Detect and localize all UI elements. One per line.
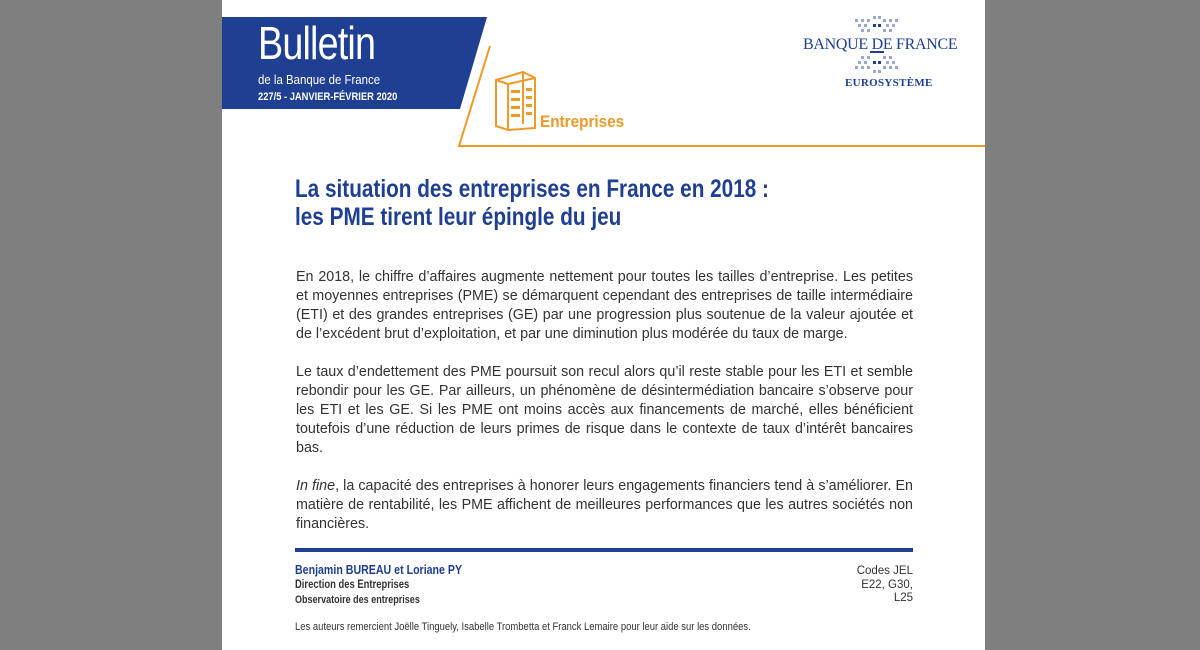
jel-codes — [793, 565, 913, 606]
banque-de-france-logo[interactable] — [797, 16, 957, 96]
paragraph-3-text: , la capacité des entreprises à honorer leurs engagements financiers tend à s’améliorer. En matière de rentabilité, les PME affichent de meilleures performances que les autres sociétés non financières. — [296, 478, 914, 532]
jel-codes-label: Codes JEL — [856, 565, 913, 577]
article-title — [295, 175, 769, 231]
article-title-line-1: La situation des entreprises en France en 2018 : — [295, 175, 769, 203]
abstract-paragraph-3 — [296, 477, 913, 534]
acknowledgements: Les auteurs remercient Joëlle Tinguely, Isabelle Trombetta et Franck Lemaire pour leur aide sur les données. — [295, 621, 751, 633]
bulletin-subtitle: de la Banque de France — [258, 72, 381, 87]
bulletin-banner — [222, 17, 487, 109]
observatoire: Observatoire des entreprises — [295, 594, 420, 606]
article-title-line-2: les PME tirent leur épingle du jeu — [295, 203, 622, 231]
building-icon — [493, 70, 539, 132]
logo-name: BANQUE DE FRANCE — [803, 36, 958, 53]
bulletin-title: Bulletin — [258, 17, 376, 69]
bulletin-issue: 227/5 - JANVIER-FÉVRIER 2020 — [258, 91, 398, 103]
jel-codes-line-1: E22, G30, — [861, 578, 913, 591]
in-fine-italic: In fine — [296, 478, 336, 494]
abstract — [296, 268, 913, 553]
section-label: Entreprises — [540, 112, 625, 131]
abstract-paragraph-2: Le taux d’endettement des PME poursuit son recul alors qu’il reste stable pour les ETI et semble rebondir pour les GE. Par ailleurs, un phénomène de désintermédiation bancaire s’observe pour les ETI et les GE. Si les PME ont moins accès aux financements de marché, elles bénéficient toutefois d’une réduction de leurs primes de risque dans le contexte de taux d’intérêt bancaires bas. — [296, 364, 913, 456]
document-page — [222, 0, 985, 650]
authors: Benjamin BUREAU et Loriane PY — [295, 563, 463, 577]
abstract-paragraph-1: En 2018, le chiffre d’affaires augmente nettement pour toutes les tailles d’entreprise. Les petites et moyennes entreprises (PME) se démarquent cependant des entreprises de taille intermédiaire (ETI) et des grandes entreprises (GE) par une progression plus soutenue de la valeur ajoutée et de l’excédent brut d’exploitation, et par une diminution plus modérée du taux de marge. — [296, 269, 913, 342]
direction: Direction des Entreprises — [295, 579, 410, 591]
footer-divider — [295, 548, 913, 552]
logo-subtitle: EUROSYSTÈME — [845, 77, 933, 89]
jel-codes-line-2: L25 — [893, 592, 913, 604]
